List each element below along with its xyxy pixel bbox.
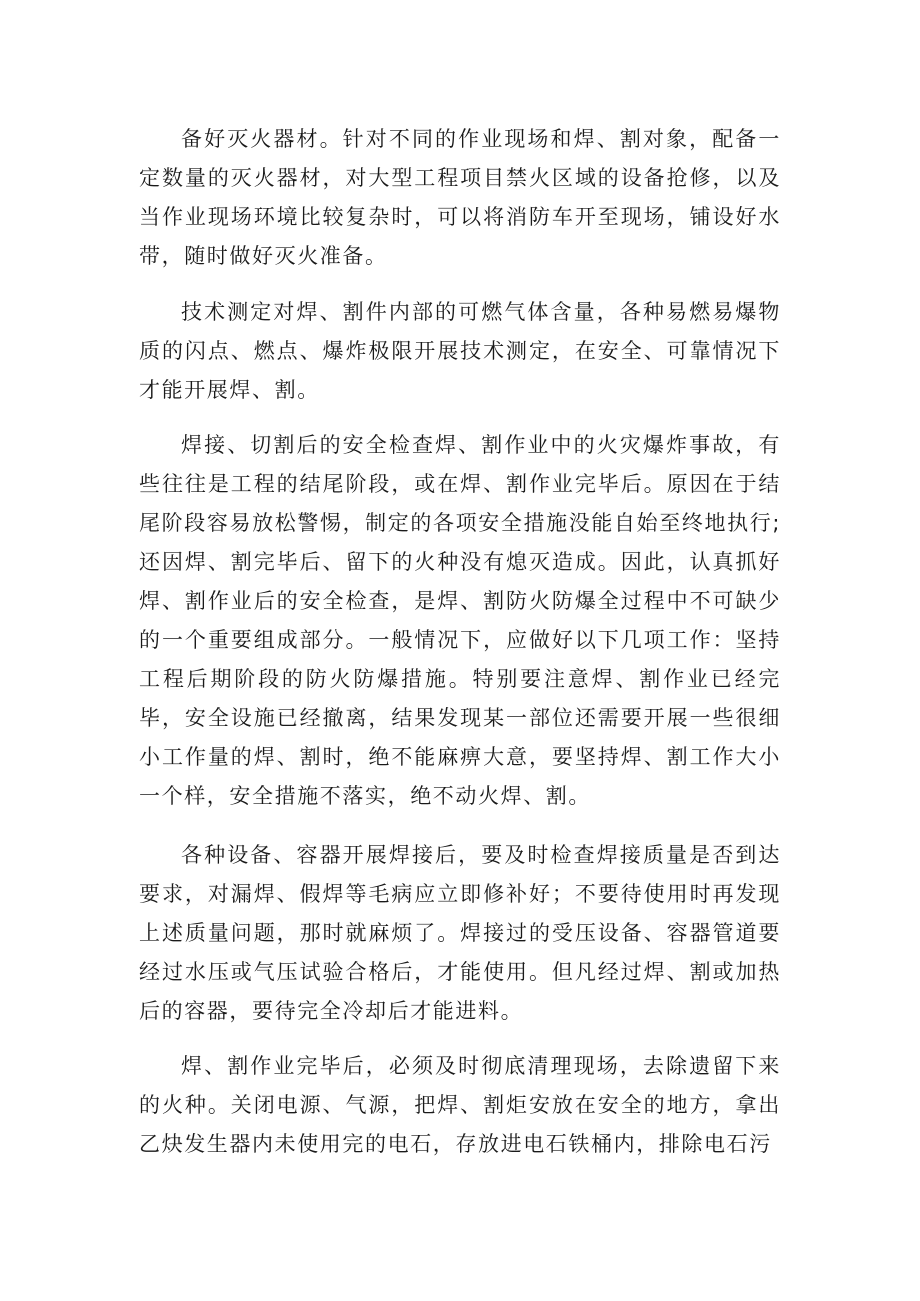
paragraph-technical-measurement: 技术测定对焊、割件内部的可燃气体含量，各种易燃易爆物质的闪点、燃点、爆炸极限开展技术测定，在安全、可靠情况下才能开展焊、割。 — [139, 300, 781, 402]
paragraph-equipment-quality-check: 各种设备、容器开展焊接后，要及时检查焊接质量是否到达要求，对漏焊、假焊等毛病应立即修补好；不要待使用时再发现上述质量问题，那时就麻烦了。焊接过的受压设备、容器管道要经过水压或气压试验合格后，才能使用。但凡经过焊、割或加热后的容器，要待完全冷却后才能进料。 — [139, 843, 781, 1023]
paragraph-post-welding-inspection: 焊接、切割后的安全检查焊、割作业中的火灾爆炸事故，有些往往是工程的结尾阶段，或在焊、割作业完毕后。原因在于结尾阶段容易放松警惕，制定的各项安全措施没能自始至终地执行;还因焊、割完毕后、留下的火种没有熄灭造成。因此，认真抓好焊、割作业后的安全检查，是焊、割防火防爆全过程中不可缺少的一个重要组成部分。一般情况下，应做好以下几项工作：坚持工程后期阶段的防火防爆措施。特别要注意焊、割作业已经完毕，安全设施已经撤离，结果发现某一部位还需要开展一些很细小工作量的焊、割时，绝不能麻痹大意，要坚持焊、割工作大小一个样，安全措施不落实，绝不动火焊、割。 — [139, 433, 781, 808]
paragraph-site-cleanup: 焊、割作业完毕后，必须及时彻底清理现场，去除遗留下来的火种。关闭电源、气源，把焊、割炬安放在安全的地方，拿出乙炔发生器内未使用完的电石，存放进电石铁桶内，排除电石污 — [139, 1054, 781, 1156]
paragraph-fire-equipment: 备好灭火器材。针对不同的作业现场和焊、割对象，配备一定数量的灭火器材，对大型工程项目禁火区域的设备抢修，以及当作业现场环境比较复杂时，可以将消防车开至现场，铺设好水带，随时做好灭火准备。 — [139, 127, 781, 268]
